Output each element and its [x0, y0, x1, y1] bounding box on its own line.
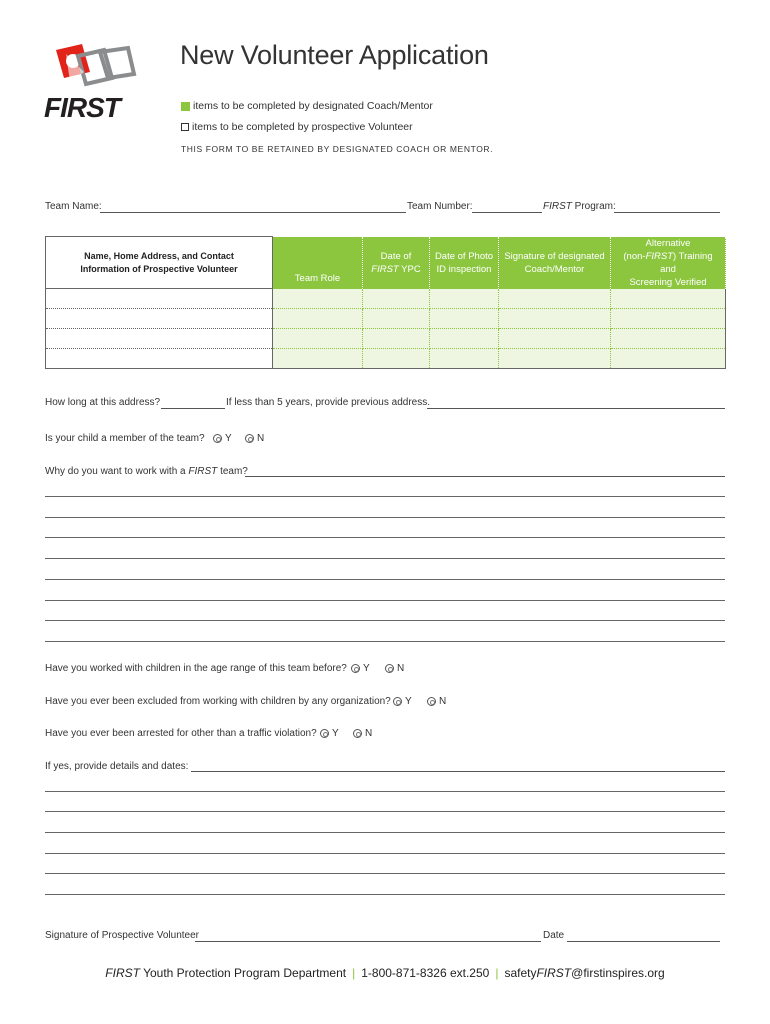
footer-divider: | [352, 966, 356, 980]
cell-name[interactable] [46, 289, 273, 309]
arrested-yes[interactable]: Y [320, 728, 339, 739]
cell-photo[interactable] [430, 309, 499, 329]
arrested-label: Have you ever been arrested for other than a traffic violation? [45, 728, 317, 739]
excluded-yes[interactable]: Y [393, 696, 412, 707]
program-label: FIRST Program: [543, 201, 616, 212]
page-title: New Volunteer Application [180, 40, 489, 70]
radio-icon [245, 434, 254, 443]
team-number-label: Team Number: [407, 201, 473, 212]
child-member-label: Is your child a member of the team? [45, 433, 205, 444]
answer-line[interactable] [45, 811, 725, 812]
radio-icon [393, 697, 402, 706]
worked-children-label: Have you worked with children in the age range of this team before? [45, 663, 347, 674]
table-header-row [46, 237, 726, 289]
legend-volunteer-text: items to be completed by prospective Volunteer [192, 121, 413, 133]
answer-line[interactable] [45, 832, 725, 833]
worked-children-yes[interactable]: Y [351, 663, 370, 674]
team-number-field[interactable] [472, 212, 542, 213]
signature-label: Signature of Prospective Volunteer [45, 930, 199, 941]
prev-address-label: If less than 5 years, provide previous address. [226, 397, 430, 408]
footer-phone: 1-800-871-8326 ext.250 [361, 966, 490, 980]
legend-volunteer [181, 121, 413, 133]
answer-line[interactable] [45, 537, 725, 538]
cell-role[interactable] [273, 289, 363, 309]
radio-icon [353, 729, 362, 738]
cell-sig[interactable] [499, 329, 611, 349]
how-long-label: How long at this address? [45, 397, 161, 408]
cell-role[interactable] [273, 329, 363, 349]
cell-alt[interactable] [611, 349, 726, 369]
answer-line[interactable] [45, 496, 725, 497]
legend-coach-text: items to be completed by designated Coach/Mentor [193, 100, 433, 112]
answer-line[interactable] [45, 791, 725, 792]
col-header-role: Team Role [273, 237, 363, 289]
cell-sig[interactable] [499, 289, 611, 309]
answer-line[interactable] [45, 600, 725, 601]
child-member-no[interactable]: N [245, 433, 264, 444]
why-work-label: Why do you want to work with a FIRST team? [45, 466, 248, 477]
white-swatch-icon [181, 123, 189, 131]
details-label: If yes, provide details and dates: [45, 761, 189, 772]
col-header-signature: Signature of designated Coach/Mentor [499, 237, 611, 289]
cell-name[interactable] [46, 349, 273, 369]
radio-icon [320, 729, 329, 738]
col-header-alt-training: Alternative (non-FIRST) Training and Screening Verified [611, 237, 726, 289]
cell-alt[interactable] [611, 289, 726, 309]
cell-ypc[interactable] [363, 349, 430, 369]
retain-note: THIS FORM TO BE RETAINED BY DESIGNATED COACH OR MENTOR. [181, 144, 494, 154]
col-header-photo-id: Date of Photo ID inspection [430, 237, 499, 289]
program-field[interactable] [614, 212, 720, 213]
excluded-label: Have you ever been excluded from working with children by any organization? [45, 696, 391, 707]
cell-sig[interactable] [499, 349, 611, 369]
answer-line[interactable] [45, 620, 725, 621]
worked-children-no[interactable]: N [385, 663, 404, 674]
answer-line[interactable] [45, 579, 725, 580]
radio-icon [213, 434, 222, 443]
footer-divider: | [495, 966, 499, 980]
cell-name[interactable] [46, 309, 273, 329]
child-member-yes[interactable]: Y [213, 433, 232, 444]
cell-ypc[interactable] [363, 329, 430, 349]
table-row [46, 309, 726, 329]
logo-wordmark: FIRST [44, 92, 120, 123]
cell-role[interactable] [273, 309, 363, 329]
table-row [46, 329, 726, 349]
answer-line[interactable] [45, 558, 725, 559]
radio-icon [351, 664, 360, 673]
cell-alt[interactable] [611, 329, 726, 349]
details-field[interactable] [191, 771, 725, 772]
cell-ypc[interactable] [363, 289, 430, 309]
radio-icon [385, 664, 394, 673]
cell-role[interactable] [273, 349, 363, 369]
date-label: Date [543, 930, 565, 941]
first-logo [42, 42, 148, 126]
cell-photo[interactable] [430, 329, 499, 349]
table-row [46, 349, 726, 369]
radio-icon [427, 697, 436, 706]
signature-field[interactable] [195, 941, 541, 942]
footer-email[interactable]: safetyFIRST@firstinspires.org [504, 966, 665, 980]
answer-line[interactable] [45, 894, 725, 895]
team-name-field[interactable] [100, 212, 406, 213]
cell-alt[interactable] [611, 309, 726, 329]
answer-line[interactable] [45, 641, 725, 642]
how-long-field[interactable] [161, 408, 225, 409]
why-work-field[interactable] [245, 476, 725, 477]
legend-coach [181, 100, 433, 112]
footer [0, 966, 770, 980]
answer-line[interactable] [45, 873, 725, 874]
excluded-no[interactable]: N [427, 696, 446, 707]
col-header-ypc: Date of FIRST YPC [363, 237, 430, 289]
team-name-label: Team Name: [45, 201, 102, 212]
cell-photo[interactable] [430, 289, 499, 309]
answer-line[interactable] [45, 517, 725, 518]
volunteer-table [45, 236, 726, 369]
green-swatch-icon [181, 102, 190, 111]
cell-name[interactable] [46, 329, 273, 349]
cell-photo[interactable] [430, 349, 499, 369]
table-row [46, 289, 726, 309]
cell-sig[interactable] [499, 309, 611, 329]
date-field[interactable] [567, 941, 720, 942]
footer-dept: FIRST Youth Protection Program Department [105, 966, 347, 980]
arrested-no[interactable]: N [353, 728, 372, 739]
cell-ypc[interactable] [363, 309, 430, 329]
answer-line[interactable] [45, 853, 725, 854]
col-header-name: Name, Home Address, and Contact Information of Prospective Volunteer [46, 237, 273, 289]
prev-address-field[interactable] [427, 408, 725, 409]
